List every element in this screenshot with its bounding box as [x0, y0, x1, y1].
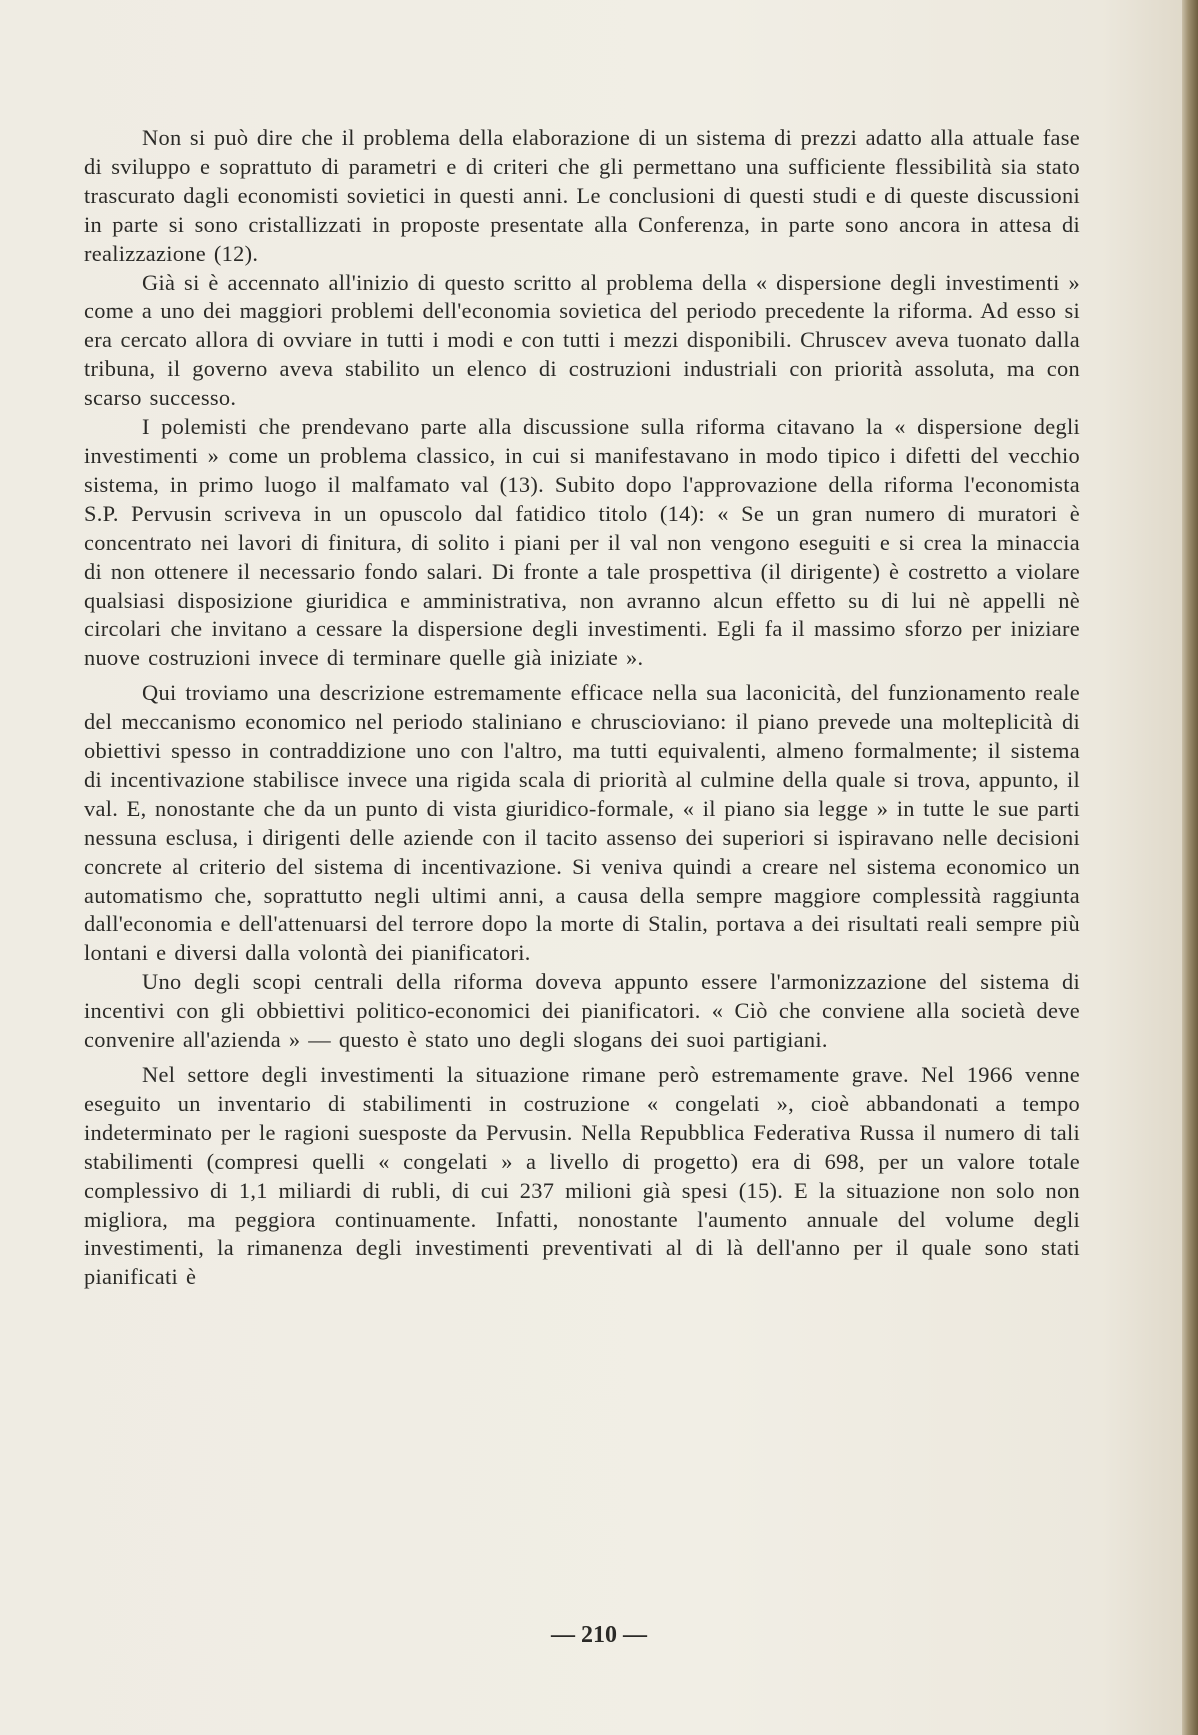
page-edge [1182, 0, 1198, 1735]
body-text [84, 124, 1080, 1292]
paragraph-6: Nel settore degli investimenti la situazione rimane però estremamente grave. Nel 1966 venne eseguito un inventario di stabilimenti in costruzione « congelati », cioè abbandonati a tempo indeterminato per le ragioni suesposte da Pervusin. Nella Repubblica Federativa Russa il numero di tali stabilimenti (compresi quelli « congelati » a livello di progetto) era di 698, per un valore totale complessivo di 1,1 miliardi di rubli, di cui 237 milioni già spesi (15). E la situazione non solo non migliora, ma peggiora continuamente. Infatti, nonostante l'aumento annuale del volume degli investimenti, la rimanenza degli investimenti preventivati al di là dell'anno per il quale sono stati pianificati è [84, 1062, 1080, 1290]
paragraph-2: Già si è accennato all'inizio di questo scritto al problema della « dispersione degli investimenti » come a uno dei maggiori problemi dell'economia sovietica del periodo precedente la riforma. Ad esso si era cercato allora di ovviare in tutti i modi e con tutti i mezzi disponibili. Chruscev aveva tuonato dalla tribuna, il governo aveva stabilito un elenco di costruzioni industriali con priorità assoluta, ma con scarso successo. [84, 269, 1080, 411]
paragraph-4: Qui troviamo una descrizione estremamente efficace nella sua laconicità, del funzionamento reale del meccanismo economico nel periodo staliniano e chruscioviano: il piano prevede una molteplicità di obiettivi spesso in contraddizione uno con l'altro, ma tutti equivalenti, almeno formalmente; il sistema di incentivazione stabilisce invece una rigida scala di priorità al culmine della quale si trova, appunto, il val. E, nonostante che da un punto di vista giuridico-formale, « il piano sia legge » in tutte le sue parti nessuna esclusa, i dirigenti delle aziende con il tacito assenso dei superiori si ispiravano nelle decisioni concrete al criterio del sistema di incentivazione. Si veniva quindi a creare nel sistema economico un automatismo che, soprattutto negli ultimi anni, a causa della sempre maggiore complessità raggiunta dall'economia e dell'attenuarsi del terrore dopo la morte di Stalin, portava a dei risultati reali sempre più lontani e diversi dalla volontà dei pianificatori. [84, 680, 1080, 966]
paragraph-3: I polemisti che prendevano parte alla discussione sulla riforma citavano la « dispersione degli investimenti » come un problema classico, in cui si manifestavano in modo tipico i difetti del vecchio sistema, in primo luogo il malfamato val (13). Subito dopo l'approvazione della riforma l'economista S.P. Pervusin scriveva in un opuscolo dal fatidico titolo (14): « Se un gran numero di muratori è concentrato nei lavori di finitura, di solito i piani per il val non vengono eseguiti e si crea la minaccia di non ottenere il necessario fondo salari. Di fronte a tale prospettiva (il dirigente) è costretto a violare qualsiasi disposizione giuridica e amministrativa, non avranno alcun effetto su di lui nè appelli nè circolari che invitano a cessare la dispersione degli investimenti. Egli fa il massimo sforzo per iniziare nuove costruzioni invece di terminare quelle già iniziate ». [84, 414, 1080, 671]
paragraph-5: Uno degli scopi centrali della riforma doveva appunto essere l'armonizzazione del sistema di incentivi con gli obbiettivi politico-economici dei pianificatori. « Ciò che conviene alla società deve convenire all'azienda » — questo è stato uno degli slogans dei suoi partigiani. [84, 969, 1080, 1053]
paragraph-1: Non si può dire che il problema della elaborazione di un sistema di prezzi adatto alla attuale fase di sviluppo e soprattuto di parametri e di criteri che gli permettano una sufficiente flessibilità sia stato trascurato dagli economisti sovietici in questi anni. Le conclusioni di questi studi e di queste discussioni in parte si sono cristallizzati in proposte presentate alla Conferenza, in parte sono ancora in attesa di realizzazione (12). [84, 125, 1080, 266]
page-number: — 210 — [551, 1622, 647, 1648]
